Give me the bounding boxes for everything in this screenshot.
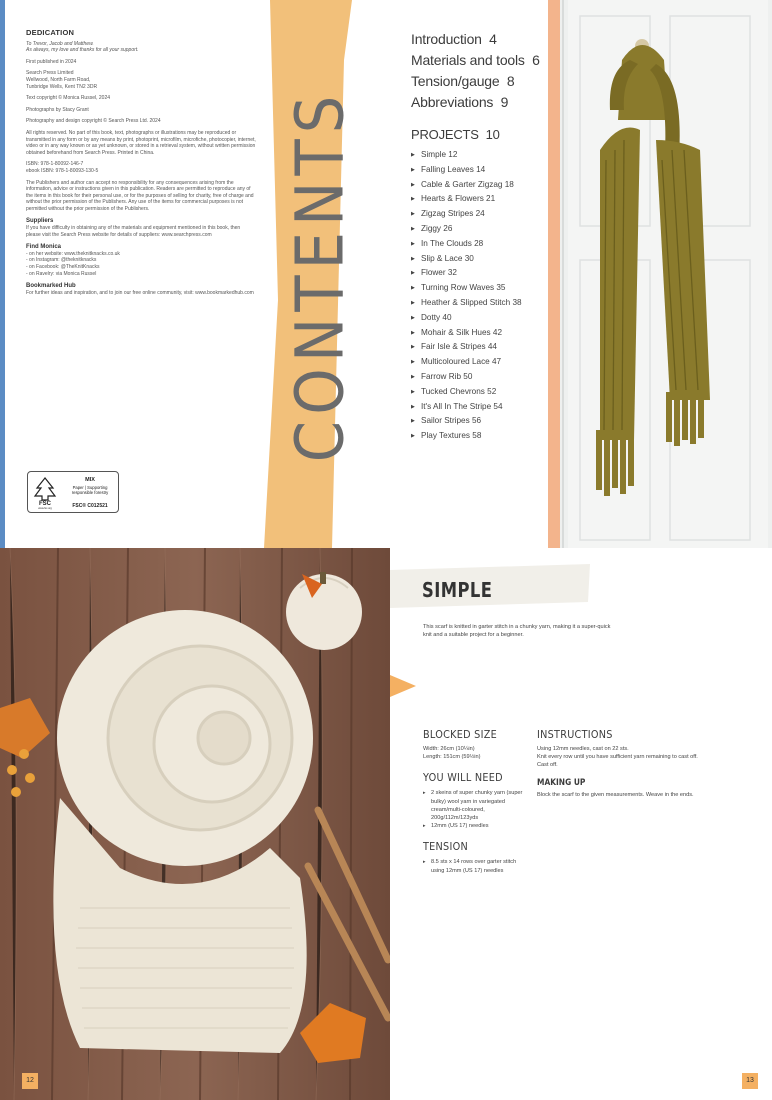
fsc-line: Paper | Supporting responsible forestry: [71, 485, 109, 495]
making-up-heading: MAKING UP: [537, 777, 586, 788]
project-entry[interactable]: ▶ Multicoloured Lace 47: [411, 355, 571, 370]
bullet-arrow-icon: ▶: [411, 388, 415, 395]
instruction-line: Using 12mm needles, cast on 22 sts.: [537, 746, 629, 752]
bullet-arrow-icon: ▶: [411, 152, 415, 158]
project-entry[interactable]: ▶ Cable & Garter Zigzag 18: [411, 178, 571, 193]
photo-copyright: Photography and design copyright © Search Press Ltd. 2024: [26, 118, 161, 125]
contents-heading: CONTENTS: [281, 89, 359, 463]
find-instagram: - on Instagram: @theknitknacks: [26, 257, 97, 264]
project-entry[interactable]: ▶ Play Textures 58: [411, 429, 571, 444]
rights-statement: All rights reserved. No part of this book, text, photographs or illustrations may be reproduced or transmitted in any form or by any means by print, photoprint, microfilm, microfiche, photocopier, internet, video or in any way known or as yet unknown, or stored in a retrieval system, without written permission obtained beforehand from Search Press. Printed in China.: [26, 129, 256, 156]
toc-entry[interactable]: Tension/gauge 8: [411, 73, 515, 89]
fsc-badge: [27, 471, 119, 513]
project-entry[interactable]: ▶ Heather & Slipped Stitch 38: [411, 296, 571, 311]
bullet-arrow-icon: ▶: [411, 344, 415, 351]
text-copyright: Text copyright © Monica Russel, 2024: [26, 95, 111, 102]
dedication-title: DEDICATION: [26, 28, 75, 37]
bullet-arrow-icon: ▶: [411, 211, 415, 218]
disclaimer: The Publishers and author can accept no responsibility for any consequences arising from the information, advice or instructions given in this publication. Readers are permitted to reproduce any of the items in this book for their personal use, or for the purposes of selling for charity, free of charge and without the prior permission of the Publishers. Any use of the items for commercial purposes is not permitted without the prior permission of the Publishers.: [26, 179, 254, 212]
find-facebook: - on Facebook: @TheKnitKnacks: [26, 264, 100, 271]
dedication-line: To Trevor, Jacob and Matthew.: [26, 40, 94, 47]
bullet-arrow-icon: ▶: [411, 285, 415, 292]
publisher-address: Tunbridge Wells, Kent TN2 3DR: [26, 83, 98, 90]
project-list: [411, 148, 571, 444]
bullet-arrow-icon: ▶: [411, 255, 415, 262]
find-monica-title: Find Monica: [26, 244, 61, 251]
project-entry[interactable]: ▶ Tucked Chevrons 52: [411, 385, 571, 400]
bullet-arrow-icon: ▶: [411, 373, 415, 380]
pattern-intro: This scarf is knitted in garter stitch in a chunky yarn, making it a super-quick knit and a suitable project for a beginner.: [423, 624, 611, 638]
toc-projects-heading[interactable]: PROJECTS 10: [411, 127, 500, 142]
tension-heading: TENSION: [423, 840, 468, 854]
imprint-column: [26, 30, 256, 296]
list-item: ▸ 12mm (US 17) needles: [423, 822, 523, 830]
bullet-arrow-icon: ▶: [411, 418, 415, 425]
project-entry[interactable]: ▶ Dotty 40: [411, 311, 571, 326]
bullet-arrow-icon: ▶: [411, 181, 415, 188]
fsc-tree-icon: [32, 476, 58, 510]
list-item: ▸ 8.5 sts x 14 rows over garter stitch using 12mm (US 17) needles: [423, 858, 523, 874]
project-entry[interactable]: ▶ Zigzag Stripes 24: [411, 207, 571, 222]
cream-scarf-photo: [0, 548, 390, 1100]
blocked-size-heading: BLOCKED SIZE: [423, 728, 497, 741]
project-entry[interactable]: ▶ Simple 12: [411, 148, 571, 163]
size-length: Length: 151cm (59½in): [423, 754, 481, 761]
size-width: Width: 26cm (10¼in): [423, 746, 475, 752]
bullet-arrow-icon: ▶: [411, 299, 415, 306]
you-will-need-heading: YOU WILL NEED: [423, 771, 503, 785]
page-number-left: 12: [22, 1073, 38, 1089]
orange-edge-bar: [548, 0, 560, 548]
project-entry[interactable]: ▶ Falling Leaves 14: [411, 163, 571, 178]
bullet-arrow-icon: ▶: [411, 270, 415, 277]
fsc-code: FSC® C012521: [72, 503, 108, 509]
project-entry[interactable]: ▶ Flower 32: [411, 266, 571, 281]
toc-entry[interactable]: Abbreviations 9: [411, 94, 509, 110]
hub-text: For further ideas and inspiration, and to join our free online community, visit: www.bookmarkedhub.com: [26, 289, 254, 296]
pattern-title: SIMPLE: [422, 578, 493, 602]
bullet-arrow-icon: ▶: [411, 314, 415, 321]
photographs-credit: Photographs by Stacy Grant: [26, 106, 89, 113]
instruction-line: Cast off.: [537, 762, 558, 769]
fsc-mix: MIX: [85, 477, 95, 483]
bullet-arrow-icon: ▶: [411, 166, 415, 173]
suppliers-text: If you have difficulty in obtaining any of the materials and equipment mentioned in this book, then please visit the Search Press website for details of suppliers: www.searchpress.com: [26, 225, 241, 238]
instruction-line: Knit every row until you have sufficient yarn remaining to cast off.: [537, 754, 698, 761]
needs-list: [423, 789, 523, 830]
list-item: ▸ 2 skeins of super chunky yarn (super bulky) wool yarn in variegated cream/multi-coloured, 200g/112m/123yds: [423, 789, 523, 822]
dedication-line: As always, my love and thanks for all your support.: [26, 47, 139, 54]
hub-title: Bookmarked Hub: [26, 283, 76, 290]
suppliers-title: Suppliers: [26, 218, 54, 225]
bullet-arrow-icon: ▶: [411, 433, 415, 440]
find-ravelry: - on Ravelry: via Monica Russel: [26, 270, 97, 277]
fsc-logo-url: www.fsc.org: [38, 507, 52, 510]
blue-edge-bar: [0, 0, 5, 548]
bullet-arrow-icon: ▶: [411, 403, 415, 410]
project-entry[interactable]: ▶ Farrow Rib 50: [411, 370, 571, 385]
project-entry[interactable]: ▶ It's All In The Stripe 54: [411, 400, 571, 415]
bullet-arrow-icon: ▶: [411, 359, 415, 366]
isbn: ISBN: 978-1-80092-146-7: [26, 161, 84, 168]
bullet-arrow-icon: ▶: [411, 196, 415, 203]
project-entry[interactable]: ▶ Mohair & Silk Hues 42: [411, 326, 571, 341]
instructions-heading: INSTRUCTIONS: [537, 728, 613, 741]
contents-spread: [0, 0, 772, 548]
publisher-address: Wellwood, North Farm Road,: [26, 76, 91, 83]
publisher-name: Search Press Limited: [26, 70, 74, 77]
toc-entry[interactable]: Introduction 4: [411, 31, 497, 47]
project-entry[interactable]: ▶ In The Clouds 28: [411, 237, 571, 252]
instructions-column: [537, 728, 737, 799]
fsc-logo-text: FSC: [39, 501, 51, 507]
first-published: First published in 2024: [26, 58, 77, 65]
toc-main-list: [411, 29, 571, 113]
arrow-marker-icon: [390, 675, 416, 697]
project-entry[interactable]: ▶ Sailor Stripes 56: [411, 414, 571, 429]
bullet-arrow-icon: ▶: [411, 225, 415, 232]
page-number-right: 13: [742, 1073, 758, 1089]
bullet-arrow-icon: ▶: [411, 329, 415, 336]
materials-column: [423, 728, 523, 875]
pattern-spread: [0, 548, 772, 1100]
table-of-contents: [411, 29, 571, 444]
olive-scarf-photo: [560, 0, 772, 548]
project-entry[interactable]: ▶ Turning Row Waves 35: [411, 281, 571, 296]
project-entry[interactable]: ▶ Slip & Lace 30: [411, 252, 571, 267]
tension-list: [423, 858, 523, 874]
project-entry[interactable]: ▶ Ziggy 26: [411, 222, 571, 237]
making-up-text: Block the scarf to the given measurements. Weave in the ends.: [537, 791, 694, 798]
ebook-isbn: ebook ISBN: 978-1-80093-130-5: [26, 167, 99, 174]
find-website: - on her website: www.theknitknacks.co.uk: [26, 250, 120, 257]
project-entry[interactable]: ▶ Fair Isle & Stripes 44: [411, 340, 571, 355]
project-entry[interactable]: ▶ Hearts & Flowers 21: [411, 192, 571, 207]
toc-entry[interactable]: Materials and tools 6: [411, 52, 540, 68]
bullet-arrow-icon: ▶: [411, 240, 415, 247]
